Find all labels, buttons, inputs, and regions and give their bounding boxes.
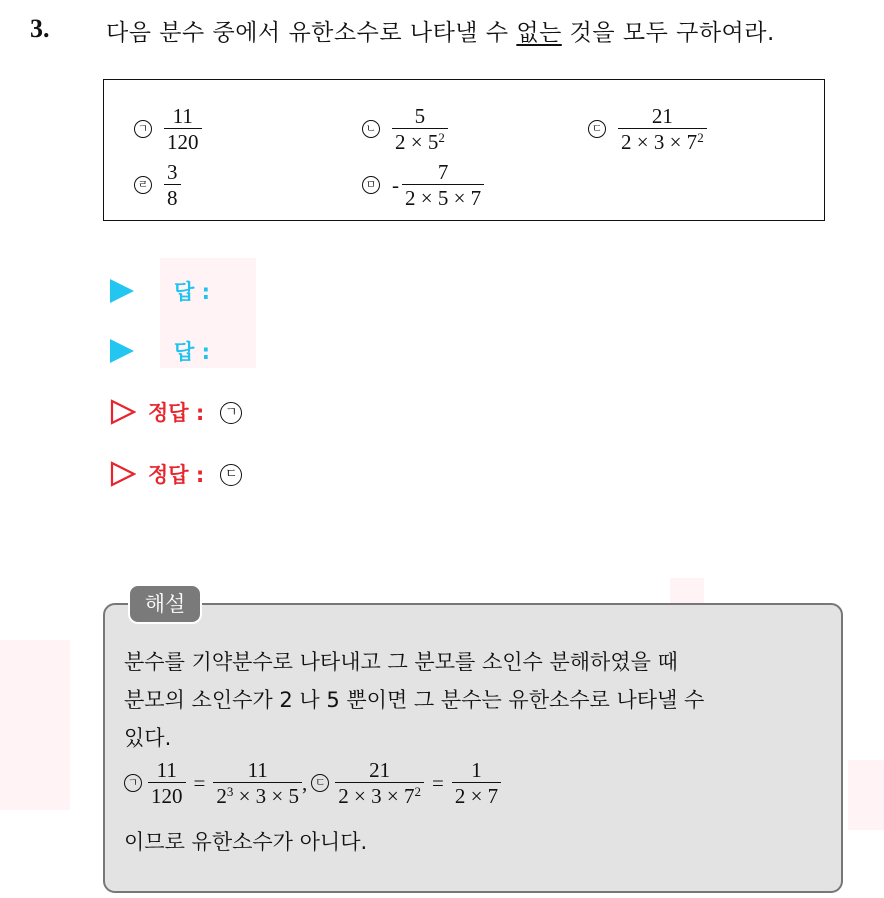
choice-mark: ㄱ — [220, 402, 242, 424]
fraction: $\frac{11}{2^3 \times 3 \times 5}$ — [213, 758, 302, 808]
answer-key-value — [220, 401, 242, 424]
choice-mark: ㄹ — [134, 176, 152, 194]
answer-row-1 — [110, 276, 210, 306]
explanation-line-4: 이므로 유한소수가 아니다. — [124, 830, 368, 854]
choices-box — [103, 79, 825, 221]
numerator: 3 — [167, 160, 178, 184]
denominator: 120 — [164, 128, 202, 154]
choice-1 — [134, 104, 202, 154]
fraction — [164, 104, 202, 154]
denominator: $2 \times 3 \times 7^2$ — [618, 128, 707, 154]
answer-label: 답 : — [174, 340, 210, 364]
answer-key-label: 정답 : — [148, 463, 205, 487]
choice-3 — [588, 104, 707, 154]
fraction — [618, 104, 707, 154]
question-text — [106, 14, 775, 47]
fraction — [164, 160, 181, 210]
choice-mark: ㄷ — [588, 120, 606, 138]
choice-mark: ㄱ — [124, 774, 142, 792]
answer-key-row-1 — [110, 397, 242, 427]
answer-key-label: 정답 : — [148, 401, 205, 425]
outline-triangle-icon — [110, 461, 136, 487]
choice-5 — [362, 160, 484, 210]
choice-mark: ㄱ — [134, 120, 152, 138]
denominator: $2 \times 5^2$ — [392, 128, 448, 154]
explanation-calculation — [124, 758, 501, 808]
question-text-after: 것을 모두 구하여라. — [561, 20, 775, 46]
fraction: $\frac{21}{2 \times 3 \times 7^2}$ — [335, 758, 424, 808]
choice-mark: ㄴ — [362, 120, 380, 138]
explanation-line-3: 있다. — [124, 726, 172, 750]
choice-mark: ㅁ — [362, 176, 380, 194]
equals-sign: = — [431, 770, 444, 795]
play-triangle-icon — [110, 339, 134, 363]
background-tint — [0, 640, 70, 810]
choice-mark: ㄷ — [220, 464, 242, 486]
numerator: 21 — [651, 104, 673, 128]
minus-sign: - — [392, 172, 399, 197]
answer-row-2 — [110, 336, 210, 366]
background-tint — [848, 760, 884, 830]
fraction: $\frac{11}{120}$ — [148, 758, 186, 808]
numerator: 5 — [414, 104, 426, 128]
explanation-line-1: 분수를 기약분수로 나타내고 그 분모를 소인수 분해하였을 때 — [124, 650, 678, 674]
explanation-line-2: 분모의 소인수가 2 나 5 뿐이면 그 분수는 유한소수로 나타낼 수 — [124, 688, 705, 712]
fraction — [402, 160, 484, 210]
answer-key-value — [220, 463, 242, 486]
choice-4 — [134, 160, 181, 210]
choice-2 — [362, 104, 448, 154]
question-number: 3. — [30, 14, 50, 43]
answer-label: 답 : — [174, 280, 210, 304]
fraction: $\frac{1}{2 \times 7}$ — [452, 758, 501, 808]
numerator: 7 — [437, 160, 449, 184]
numerator: 11 — [172, 104, 193, 128]
choice-mark: ㄷ — [311, 774, 329, 792]
fraction — [392, 104, 448, 154]
comma: , — [302, 770, 308, 795]
equals-sign: = — [193, 770, 206, 795]
explanation-tab: 해설 — [128, 584, 202, 624]
denominator: 2 × 5 × 7 — [402, 184, 484, 210]
question-text-before: 다음 분수 중에서 유한소수로 나타낼 수 — [106, 20, 517, 46]
play-triangle-icon — [110, 279, 134, 303]
question-text-underlined: 없는 — [516, 20, 562, 46]
answer-key-row-2 — [110, 459, 242, 489]
denominator: 8 — [164, 184, 181, 210]
outline-triangle-icon — [110, 399, 136, 425]
